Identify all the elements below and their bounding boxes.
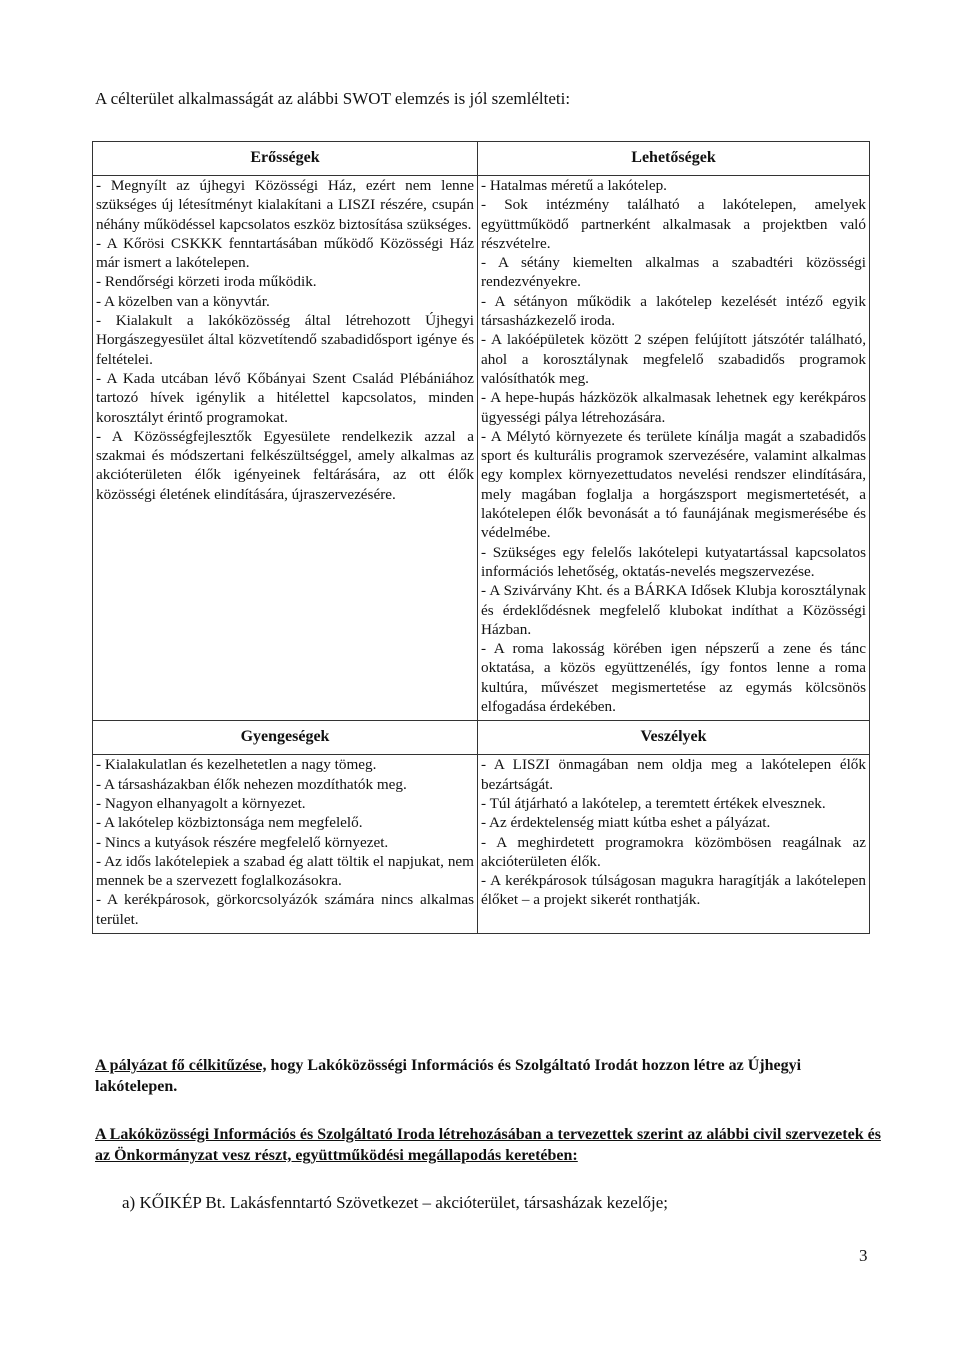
weakness-item: - Kialakulatlan és kezelhetetlen a nagy tömeg. xyxy=(96,756,377,774)
strength-item: - A Közösségfejlesztők Egyesülete rendelkezik azzal a szakmai és módszertani felkészültséggel, amely alkalmas az akcióterületen élők igényeinek feltárására, az ott élők közösségi életének elindítására, újraszervezésére. xyxy=(96,427,474,503)
goal-paragraph xyxy=(95,1055,875,1097)
opportunity-item: - A lakóépületek között 2 szépen felújított játszótér található, ahol a korosztálynak megfelelő szabadidős programok valósíthatók meg. xyxy=(481,331,866,387)
weakness-item: - A társasházakban élők nehezen mozdíthatók meg. xyxy=(96,775,407,793)
strength-item: - Rendőrségi körzeti iroda működik. xyxy=(96,273,317,291)
opportunity-item: - A roma lakosság körében igen népszerű a zene és tánc oktatása, a közös együttzenélés, így fontos lenne a roma kultúra, művészet megismertetése az egymás kölcsönös elfogadása érdekében. xyxy=(481,640,866,716)
partner-list-item: a) KŐIKÉP Bt. Lakásfenntartó Szövetkezet – akcióterület, társasházak kezelője; xyxy=(122,1193,668,1212)
opportunities-cell xyxy=(478,176,870,721)
threat-item: - Az érdektelenség miatt kútba eshet a pályázat. xyxy=(481,814,771,832)
weakness-item: - Nincs a kutyások részére megfelelő környezet. xyxy=(96,833,389,851)
strength-item: - Kialakult a lakóközösség által létrehozott Újhegyi Horgászegyesület által közvetítendő szabadidősport igénye és feltételei. xyxy=(96,312,474,368)
swot-header-row xyxy=(93,142,870,176)
strength-item: - A közelben van a könyvtár. xyxy=(96,292,270,310)
threat-item: - A meghirdetett programokra közömbösen reagálnak az akcióterületen élők. xyxy=(481,833,866,870)
intro-text: A célterület alkalmasságát az alábbi SWOT elemzés is jól szemlélteti: xyxy=(95,89,571,108)
opportunity-item: - A Mélytó környezete és területe kínálja magát a szabadidős sport és kulturális programok szervezésére, valamint alkalmas egy komplex környezettudatos nevelési rendszer elindítására, mely magában foglalja a horgászsport megismertetését, a lakótelepen élők bevonását a tó faunájának megismerésébe és védelmébe. xyxy=(481,427,866,542)
opportunity-item: - Szükséges egy felelős lakótelepi kutyatartással kapcsolatos információs lehetőség, oktatás-nevelés megszervezése. xyxy=(481,543,866,580)
opportunity-item: - A Szivárvány Kht. és a BÁRKA Idősek Klubja korosztálynak és érdeklődésnek megfelelő klubokat indíthat a Közösségi Házban. xyxy=(481,582,866,638)
opportunity-item: - A hepe-hupás házközök alkalmasak lehetnek egy kerékpáros ügyességi pálya létrehozására. xyxy=(481,389,866,426)
goal-lead: A pályázat fő célkitűzése, xyxy=(95,1057,267,1074)
strength-item: - A Kőrösi CSKKK fenntartásában működő Közösségi Ház már ismert a lakótelepen. xyxy=(96,234,474,272)
strength-item: - Megnyílt az újhegyi Közösségi Ház, ezért nem lenne szükséges új létesítményt kialakítani a LISZI részére, csupán néhány működéssel kapcsolatos eszköz biztosítása szükséges. xyxy=(96,177,474,233)
page-number: 3 xyxy=(859,1246,868,1265)
threats-cell xyxy=(478,755,870,934)
weakness-item: - Nagyon elhanyagolt a környezet. xyxy=(96,794,306,812)
weakness-item: - A kerékpárosok, görkorcsolyázók számára nincs alkalmas terület. xyxy=(96,891,474,928)
opportunity-item: - A sétány kiemelten alkalmas a szabadtéri közösségi rendezvényekre. xyxy=(481,254,866,291)
threat-item: - A kerékpárosok túlságosan magukra haragítják a lakótelepen élőket – a projekt sikerét ronthatják. xyxy=(481,872,866,909)
strength-item: - A Kada utcában lévő Kőbányai Szent Család Plébániához tartozó hívek igénylik a hitélettel kapcsolatos, minden korosztályt érintő programokat. xyxy=(96,369,474,426)
weakness-item: - Az idős lakótelepiek a szabad ég alatt töltik el napjukat, nem mennek be a szervezett foglalkozásokra. xyxy=(96,852,474,890)
swot-header-row xyxy=(93,721,870,755)
threat-item: - Túl átjárható a lakótelep, a teremtett értékek elvesznek. xyxy=(481,794,826,812)
weaknesses-cell xyxy=(93,755,478,934)
strengths-heading: Erősségek xyxy=(93,142,478,176)
weaknesses-heading: Gyengeségek xyxy=(93,721,478,755)
weakness-item: - A lakótelep közbiztonsága nem megfelelő. xyxy=(96,814,363,832)
opportunities-heading: Lehetőségek xyxy=(478,142,870,176)
threats-heading: Veszélyek xyxy=(478,721,870,755)
goal-text: hogy Lakóközösségi Információs és Szolgáltató Irodát hozzon létre az Újhegyi lakótelepen. xyxy=(95,1057,802,1095)
swot-content-row xyxy=(93,176,870,721)
opportunity-item: - Sok intézmény található a lakótelepen, amelyek együttműködő partnerként alkalmasak a projektben való részvételre. xyxy=(481,196,866,252)
partners-heading: A Lakóközösségi Információs és Szolgáltató Iroda létrehozásában a tervezettek szerint az alábbi civil szervezetek és az Önkormányzat vesz részt, együttműködési megállapodás keretében: xyxy=(95,1126,881,1164)
opportunity-item: - A sétányon működik a lakótelep kezelését intéző egyik társasházkezelő iroda. xyxy=(481,292,866,330)
opportunity-item: - Hatalmas méretű a lakótelep. xyxy=(481,177,667,194)
threat-item: - A LISZI önmagában nem oldja meg a lakótelepen élők bezártságát. xyxy=(481,756,866,793)
swot-content-row xyxy=(93,755,870,934)
strengths-cell xyxy=(93,176,478,721)
swot-table xyxy=(92,141,870,934)
